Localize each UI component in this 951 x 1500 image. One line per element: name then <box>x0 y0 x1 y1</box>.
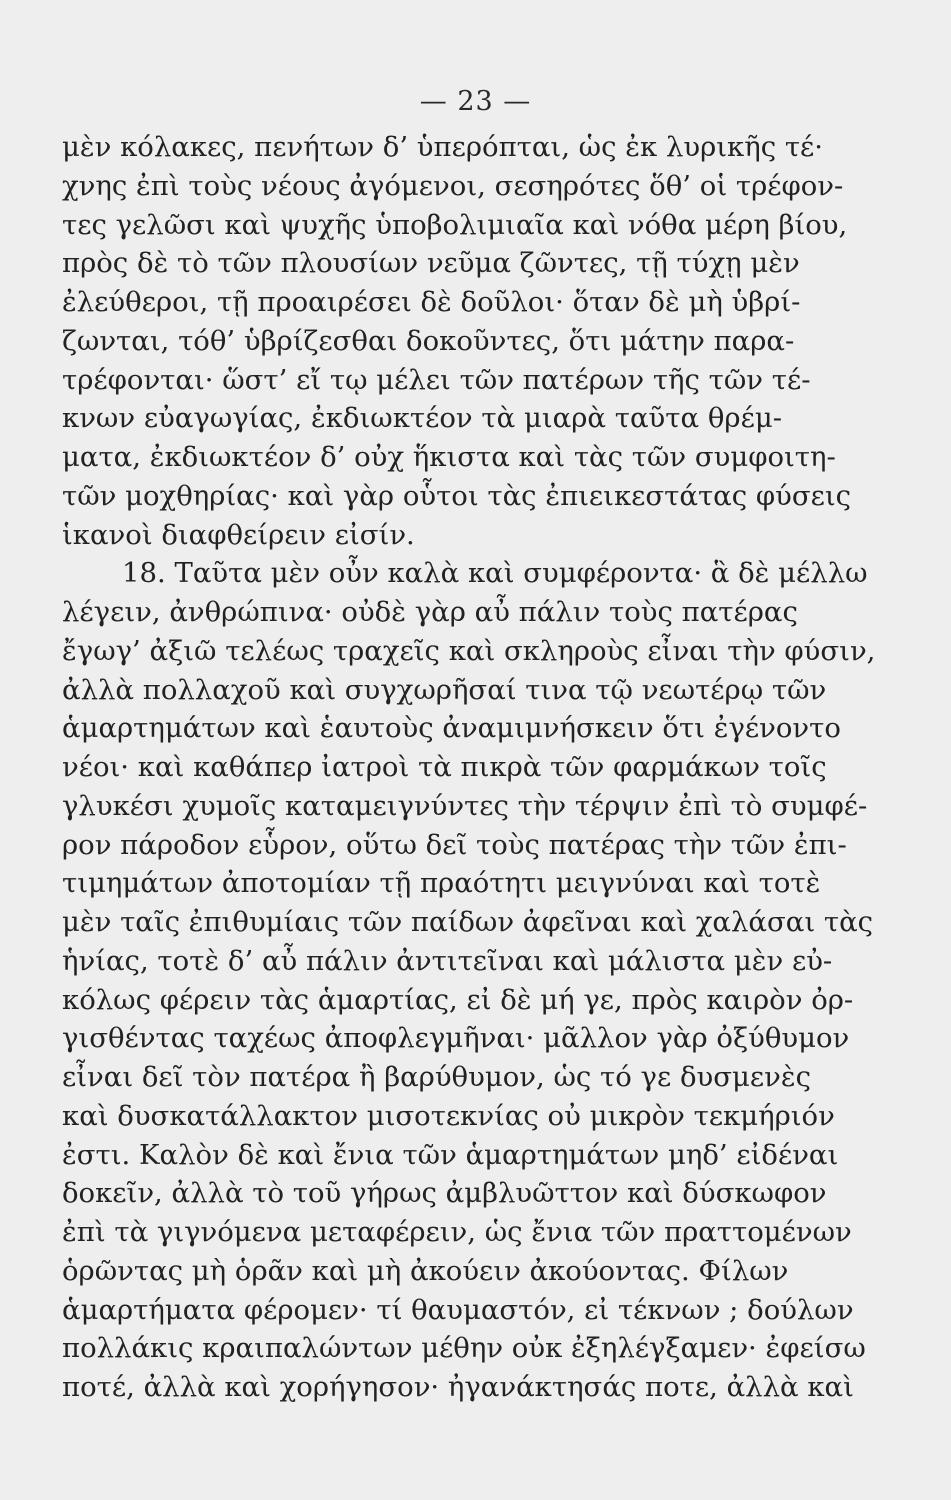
text-line: πρὸς δὲ τὸ τῶν πλουσίων νεῦμα ζῶντες, τῇ τύχῃ μὲν <box>62 247 800 280</box>
text-line: τῶν μοχθηρίας· καὶ γὰρ οὗτοι τὰς ἐπιεικεστάτας φύσεις <box>62 479 852 512</box>
text-line: εἶναι δεῖ τὸν πατέρα ἢ βαρύθυμον, ὡς τό γε δυσμενὲς <box>62 1061 811 1093</box>
text-line: γισθέντας ταχέως ἀποφλεγμῆναι· μᾶλλον γὰρ ὀξύθυμον <box>62 1022 850 1055</box>
text-line: χνης ἐπὶ τοὺς νέους ἀγόμενοι, σεσηρότες ὅθ’ οἱ τρέφον- <box>62 169 844 202</box>
text-line: μὲν κόλακες, πενήτων δ’ ὑπερόπται, ὡς ἐκ λυρικῆς τέ· <box>62 131 824 163</box>
text-line: κόλως φέρειν τὰς ἁμαρτίας, εἰ δὲ μή γε, πρὸς καιρὸν ὀρ- <box>62 983 854 1016</box>
text-line: κνων εὐαγωγίας, ἐκδιωκτέον τὰ μιαρὰ ταῦτα θρέμ- <box>62 402 782 435</box>
text-line: ματα, ἐκδιωκτέον δ’ οὐχ ἥκιστα καὶ τὰς τῶν συμφοιτη- <box>62 441 836 473</box>
text-line: ἐπὶ τὰ γιγνόμενα μεταφέρειν, ὡς ἔνια τῶν πραττομένων <box>62 1216 852 1248</box>
text-line: τρέφονται· ὥστ’ εἴ τῳ μέλει τῶν πατέρων τῆς τῶν τέ- <box>62 363 811 396</box>
section-start-line: 18. Ταῦτα μὲν οὖν καλὰ καὶ συμφέροντα· ἃ δὲ μέλλω <box>122 557 868 590</box>
paragraph-end-line: ἱκανοὶ διαφθείρειν εἰσίν. <box>62 518 415 551</box>
text-line: ποτέ, ἀλλὰ καὶ χορήγησον· ἠγανάκτησάς ποτε, ἀλλὰ καὶ <box>62 1371 854 1403</box>
text-line: λέγειν, ἀνθρώπινα· οὐδὲ γὰρ αὖ πάλιν τοὺς πατέρας <box>62 596 798 628</box>
text-line: καὶ δυσκατάλλακτον μισοτεκνίας οὐ μικρὸν τεκμήριόν <box>62 1099 835 1132</box>
text-line: ἀλλὰ πολλαχοῦ καὶ συγχωρῆσαί τινα τῷ νεωτέρῳ τῶν <box>62 673 827 706</box>
text-line: γλυκέσι χυμοῖς καταμειγνύντες τὴν τέρψιν ἐπὶ τὸ συμφέ- <box>62 789 868 822</box>
text-line: δοκεῖν, ἀλλὰ τὸ τοῦ γήρως ἀμβλυῶττον καὶ δύσκωφον <box>62 1177 827 1210</box>
text-line: ὁρῶντας μὴ ὁρᾶν καὶ μὴ ἀκούειν ἀκούοντας. Φίλων <box>62 1254 789 1287</box>
text-line: πολλάκις κραιπαλώντων μέθην οὐκ ἐξηλέγξαμεν· ἐφείσω <box>62 1332 866 1365</box>
page-number: — 23 — <box>419 86 532 117</box>
body-text <box>62 128 876 1407</box>
text-line: τες γελῶσι καὶ ψυχῆς ὑποβολιμιαῖα καὶ νόθα μέρη βίου, <box>62 208 848 241</box>
text-line: ρον πάροδον εὗρον, οὕτω δεῖ τοὺς πατέρας τὴν τῶν ἐπι- <box>62 828 847 861</box>
text-line: ἐλεύθεροι, τῇ προαιρέσει δὲ δοῦλοι· ὅταν δὲ μὴ ὑβρί- <box>62 286 801 318</box>
text-line: ἔγωγ’ ἀξιῶ τελέως τραχεῖς καὶ σκληροὺς εἶναι τὴν φύσιν, <box>62 634 876 667</box>
text-line: ἡνίας, τοτὲ δ’ αὖ πάλιν ἀντιτεῖναι καὶ μάλιστα μὲν εὐ- <box>62 944 833 977</box>
text-line: νέοι· καὶ καθάπερ ἰατροὶ τὰ πικρὰ τῶν φαρμάκων τοῖς <box>62 751 827 783</box>
text-line: τιμημάτων ἀποτομίαν τῇ πραότητι μειγνύναι καὶ τοτὲ <box>62 867 821 900</box>
text-line: μὲν ταῖς ἐπιθυμίαις τῶν παίδων ἀφεῖναι καὶ χαλάσαι τὰς <box>62 906 874 938</box>
text-line: ἁμαρτημάτων καὶ ἑαυτοὺς ἀναμιμνήσκειν ὅτι ἐγένοντο <box>62 712 841 745</box>
text-line: ζωνται, τόθ’ ὑβρίζεσθαι δοκοῦντες, ὅτι μάτην παρα- <box>62 324 795 357</box>
text-line: ἁμαρτήματα φέρομεν· τί θαυμαστόν, εἰ τέκνων ; δούλων <box>62 1293 854 1326</box>
text-line: ἐστι. Καλὸν δὲ καὶ ἔνια τῶν ἁμαρτημάτων μηδ’ εἰδέναι <box>62 1138 839 1171</box>
